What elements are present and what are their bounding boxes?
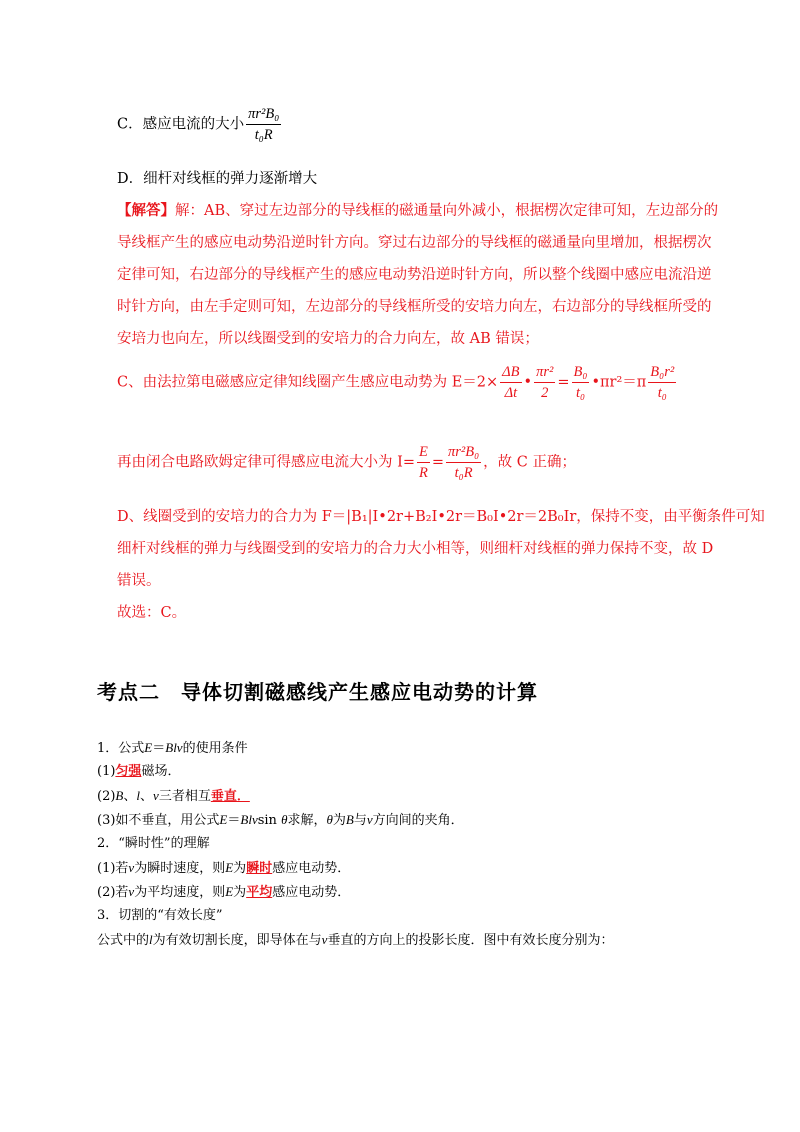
note-symbol: E: [225, 884, 234, 899]
note-text: (3)如不垂直，用公式: [97, 813, 220, 828]
fraction-numerator: B₀r²: [648, 362, 676, 383]
b-over-t-fraction: [572, 362, 590, 403]
note-text: 为: [233, 861, 247, 876]
fraction-numerator: B₀: [572, 362, 590, 383]
fraction-denominator: t₀: [657, 385, 667, 401]
note-text: 公式中的: [97, 933, 150, 948]
note-symbol: Blv: [240, 812, 258, 827]
note-symbol: θ: [326, 812, 333, 827]
note-text: ＝: [227, 813, 241, 828]
note-6: [97, 858, 350, 879]
emf-middle: •πr²＝π: [591, 374, 647, 391]
fraction-denominator: t₀R: [254, 127, 273, 143]
flux-rate-fraction: [500, 362, 521, 403]
fraction-numerator: ΔB: [500, 362, 521, 383]
equals-sign: =: [431, 454, 445, 471]
note-text: ＝: [152, 741, 166, 756]
note-text: 、: [140, 789, 154, 804]
note-text: 与: [353, 813, 367, 828]
note-text: 、: [123, 789, 137, 804]
note-highlight: 平均: [246, 885, 273, 900]
note-symbol: B: [115, 788, 124, 803]
note-symbol: l: [149, 932, 153, 947]
note-text: 为平均速度，则: [134, 885, 226, 900]
note-4: [97, 810, 464, 831]
fraction-denominator: t₀R: [454, 465, 473, 481]
note-text: (1)若: [97, 861, 129, 876]
fraction-numerator: πr²B₀: [446, 442, 481, 463]
note-8: 3．切割的“有效长度”: [97, 908, 223, 923]
note-text: 三者相互: [158, 789, 211, 804]
emf-prefix: C、由法拉第电磁感应定律知线圈产生感应电动势为 E＝2×: [117, 374, 499, 391]
note-text: (1): [97, 764, 116, 779]
current-prefix: 再由闭合电路欧姆定律可得感应电流大小为 I=: [117, 454, 415, 471]
answer-line-4: 时针方向，由左手定则可知，左边部分的导线框所受的安培力向左，右边部分的导线框所受的: [117, 299, 712, 315]
emf-formula-line: [117, 362, 678, 403]
e-over-r-fraction: [417, 442, 430, 483]
note-symbol: v: [153, 788, 159, 803]
fraction-numerator: πr²B₀: [246, 104, 281, 125]
answer-d-line-1: D、线圈受到的安培力的合力为 F＝|B₁|I•2r+B₂I•2r＝B₀I•2r＝2B₀Ir，保持不变，由平衡条件可知: [117, 509, 765, 525]
fraction-denominator: R: [419, 465, 428, 481]
note-text: 感应电动势．: [272, 885, 351, 900]
fraction-denominator: t₀: [575, 385, 586, 401]
note-symbol: v: [366, 812, 373, 827]
fraction-denominator: 2: [541, 385, 549, 401]
current-result-fraction: [446, 442, 481, 483]
note-symbol: v: [321, 932, 328, 947]
note-text: sin: [257, 813, 277, 828]
option-c: [117, 104, 283, 145]
note-text: 求解，: [287, 813, 327, 828]
answer-text: 解：AB、穿过左边部分的导线框的磁通量向外减小，根据楞次定律可知，左边部分的: [175, 203, 719, 219]
note-symbol: E: [144, 740, 153, 755]
area-fraction: [534, 362, 555, 403]
current-suffix: ，故 C 正确；: [483, 454, 576, 471]
note-1: [97, 738, 248, 759]
note-text: 感应电动势．: [272, 861, 351, 876]
answer-choice: 故选：C。: [117, 605, 187, 621]
note-text: 的使用条件: [182, 741, 248, 756]
note-symbol: E: [219, 812, 228, 827]
note-highlight: 匀强: [115, 764, 142, 779]
answer-line-2: 导线框产生的感应电动势沿逆时针方向。穿过右边部分的导线框的磁通量向里增加，根据楞次: [117, 235, 712, 251]
equals-sign: =: [557, 374, 570, 391]
current-formula-line: [117, 442, 576, 483]
note-7: [97, 882, 350, 903]
note-symbol: v: [128, 860, 135, 875]
option-c-fraction: [246, 104, 281, 145]
emf-result-fraction: [648, 362, 676, 403]
note-text: 1．公式: [97, 741, 145, 756]
dot-operator: •: [523, 374, 533, 391]
note-text: (2): [97, 789, 116, 804]
note-5: 2．“瞬时性”的理解: [97, 836, 210, 851]
note-highlight: 垂直．: [210, 789, 250, 804]
note-symbol: θ: [281, 812, 288, 827]
section-title: 考点二 导体切割磁感线产生感应电动势的计算: [97, 680, 538, 704]
note-symbol: v: [128, 884, 135, 899]
note-text: 为: [233, 885, 247, 900]
note-symbol: Blv: [165, 740, 183, 755]
answer-tag: 【解答】: [117, 202, 175, 219]
answer-d-line-3: 错误。: [117, 573, 161, 589]
note-text: 磁场．: [141, 764, 181, 779]
note-text: 方向间的夹角．: [372, 813, 464, 828]
answer-line-3: 定律可知，右边部分的导线框产生的感应电动势沿逆时针方向，所以整个线圈中感应电流沿逆: [117, 267, 712, 283]
note-2: [97, 762, 180, 782]
fraction-denominator: Δt: [504, 385, 518, 401]
fraction-numerator: πr²: [534, 362, 555, 383]
note-text: 垂直的方向上的投影长度．图中有效长度分别为：: [327, 933, 614, 948]
note-highlight: 瞬时: [246, 861, 273, 876]
note-text: 为瞬时速度，则: [134, 861, 226, 876]
option-c-label: C．感应电流的大小: [117, 116, 245, 133]
note-text: (2)若: [97, 885, 129, 900]
answer-line-5: 安培力也向左，所以线圈受到的安培力的合力向左，故 AB 错误；: [117, 331, 539, 347]
note-text: 为有效切割长度，即导体在与: [152, 933, 322, 948]
note-3: [97, 786, 250, 807]
note-symbol: E: [225, 860, 234, 875]
answer-line-1: [117, 200, 718, 222]
answer-d-line-2: 细杆对线框的弹力与线圈受到的安培力的合力大小相等，则细杆对线框的弹力保持不变，故 D: [117, 541, 714, 557]
fraction-numerator: E: [417, 442, 430, 463]
option-d: D．细杆对线框的弹力逐渐增大: [117, 171, 318, 187]
note-symbol: l: [136, 788, 141, 803]
note-text: 为: [332, 813, 346, 828]
note-9: [97, 930, 613, 951]
note-symbol: B: [345, 812, 354, 827]
